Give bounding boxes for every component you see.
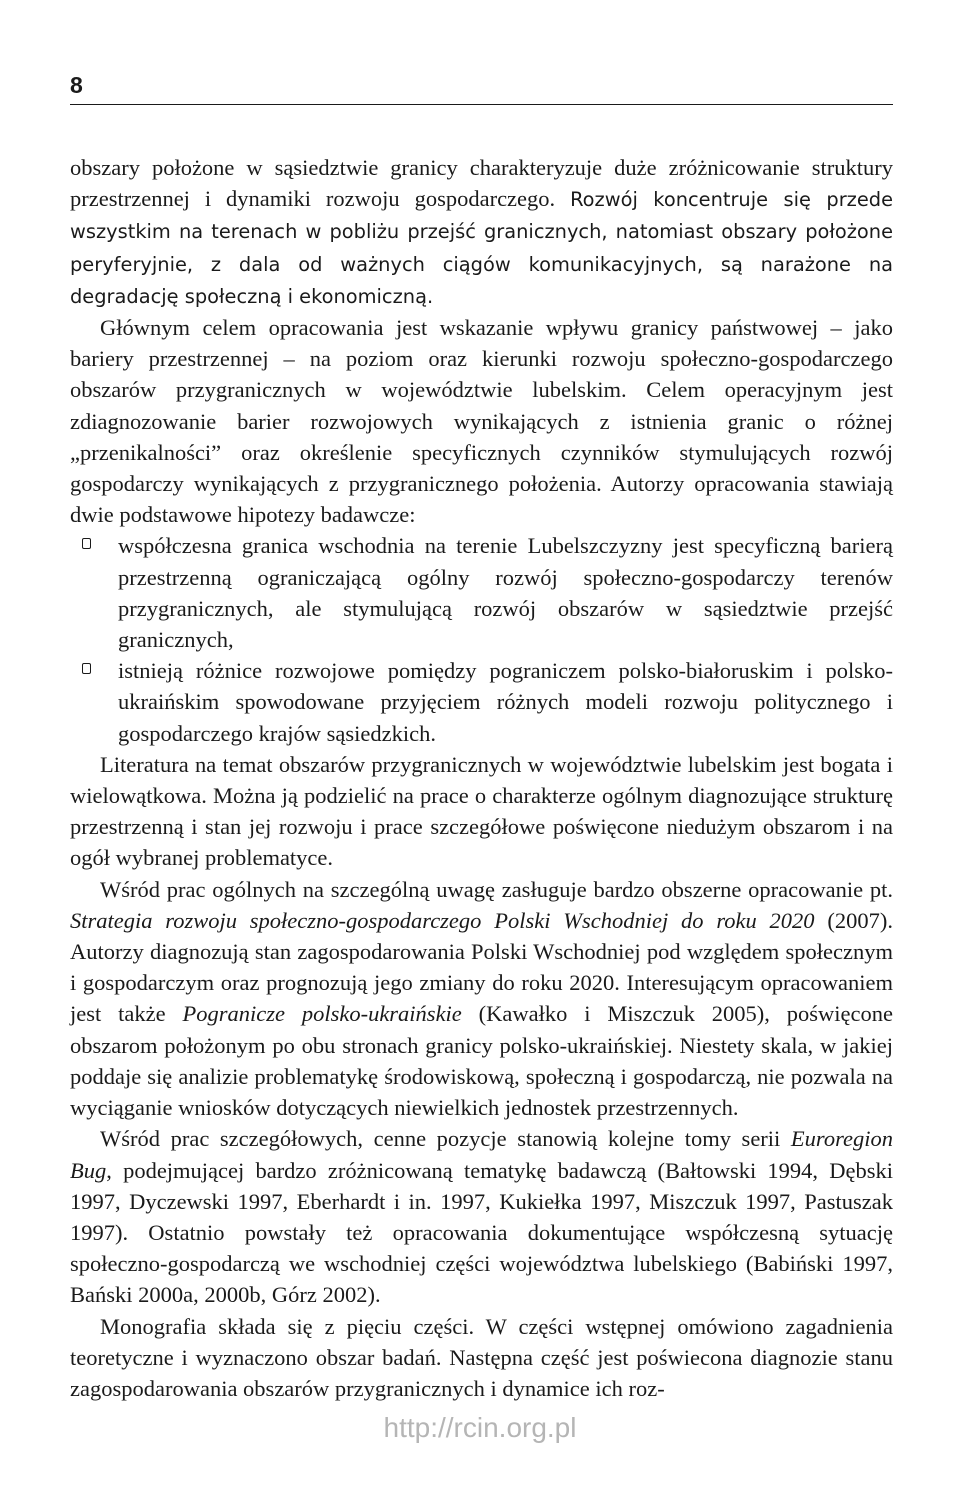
book-title-pogranicze: Pogranicze polsko-ukraińskie — [182, 1001, 462, 1027]
paragraph-4-text-c: (Kawałko i Miszczuk 2005), poświęcone obszarom położonym po obu stronach granicy polsko-ukraińskiej. Niestety skala, w jakiej poddaje się analizie problematykę środowiskową, społeczną i gospodarczą, nie pozwala na wyciąganie wniosków dotyczących niewielkich jednostek przestrzennych. — [70, 1001, 893, 1121]
paragraph-5-text-b: , podejmującej bardzo zróżnicowaną tematykę badawczą (Bałtowski 1994, Dębski 1997, Dyczewski 1997, Eberhardt i in. 1997, Kukiełka 1997, Miszczuk 1997, Pastuszak 1997). Ostatnio powstały też opracowania dokumentujące współczesną sytuację społeczno-gospodarczą we wschodniej części województwa lubelskiego (Babiński 1997, Bański 2000a, 2000b, Górz 2002). — [70, 1157, 893, 1308]
paragraph-1-sans: Rozwój koncentruje się przede wszystkim na terenach w pobliżu przejść granicznych, natomiast obszary położone peryferyjnie, z dala od ważnych ciągów komunikacyjnych, są narażone na degradację społeczną i ekonomiczną. — [70, 188, 894, 308]
paragraph-1-serif: obszary położone w sąsiedztwie granicy charakteryzuje duże zróżnicowanie struktury przestrzennej i dynamiki rozwoju gospodarczego. — [70, 155, 893, 212]
page-number: 8 — [70, 72, 83, 98]
paragraph-5 — [70, 1123, 893, 1310]
hollow-square-bullet-icon — [82, 663, 91, 674]
watermark-url: http://rcin.org.pl — [383, 1412, 577, 1443]
paragraph-4 — [70, 874, 893, 1124]
hollow-square-bullet-icon — [82, 538, 91, 549]
list-item — [70, 655, 893, 749]
list-item — [70, 530, 893, 655]
paragraph-1 — [70, 152, 893, 312]
paragraph-6: Monografia składa się z pięciu części. W części wstępnej omówiono zagadnienia teoretyczne i wyznaczono obszar badań. Następna część jest poświecona diagnozie stanu zagospodarowania obszarów przygranicznych i dynamice ich roz- — [70, 1313, 893, 1401]
paragraph-4-text-b: (2007). Autorzy diagnozują stan zagospodarowania Polski Wschodniej pod względem społecznym i gospodarczym oraz prognozują jego zmiany do roku 2020. Interesującym opracowaniem jest także — [70, 907, 893, 1027]
paragraph-4-text-a: Wśród prac ogólnych na szczególną uwagę zasługuje bardzo obszerne opracowanie pt. — [100, 876, 893, 902]
book-title-strategia: Strategia rozwoju społeczno-gospodarczego Polski Wschodniej do roku 2020 — [70, 907, 815, 933]
paragraph-3: Literatura na temat obszarów przygranicznych w województwie lubelskim jest bogata i wielowątkowa. Można ją podzielić na prace o charakterze ogólnym diagnozujące strukturę przestrzenną i stan jej rozwoju i prace szczegółowe poświęcone niedużym obszarom i na ogół wybranej problematyce. — [70, 751, 893, 871]
paragraph-5-text-a: Wśród prac szczegółowych, cenne pozycje stanowią kolejne tomy serii — [100, 1126, 791, 1152]
body-text — [70, 152, 893, 1404]
paragraph-2: Głównym celem opracowania jest wskazanie wpływu granicy państwowej – jako bariery przestrzennej – na poziom oraz kierunki rozwoju społeczno-gospodarczego obszarów przygranicznych w województwie lubelskim. Celem operacyjnym jest zdiagnozowanie barier rozwojowych wynikających z istnienia granic o różnej „przenikalności” oraz określenie specyficznych czynników stymulujących rozwój gospodarczy wynikających z przygranicznego położenia. Autorzy opracowania stawiają dwie podstawowe hipotezy badawcze: — [70, 315, 893, 528]
list-item-text: współczesna granica wschodnia na terenie Lubelszczyzny jest specyficzną barierą przestrzenną ograniczającą ogólny rozwój społeczno-gospodarczy terenów przygranicznych, ale stymulującą rozwój obszarów w sąsiedztwie przejść granicznych, — [118, 533, 893, 653]
list-item-text: istnieją różnice rozwojowe pomiędzy pograniczem polsko-białoruskim i polsko-ukraińskim spowodowane przyjęciem różnych modeli rozwoju politycznego i gospodarczego krajów sąsiedzkich. — [118, 658, 893, 746]
hypotheses-list — [70, 530, 893, 748]
header-divider — [70, 104, 893, 105]
series-title-euroregion-bug: Euroregion Bug — [70, 1126, 893, 1183]
